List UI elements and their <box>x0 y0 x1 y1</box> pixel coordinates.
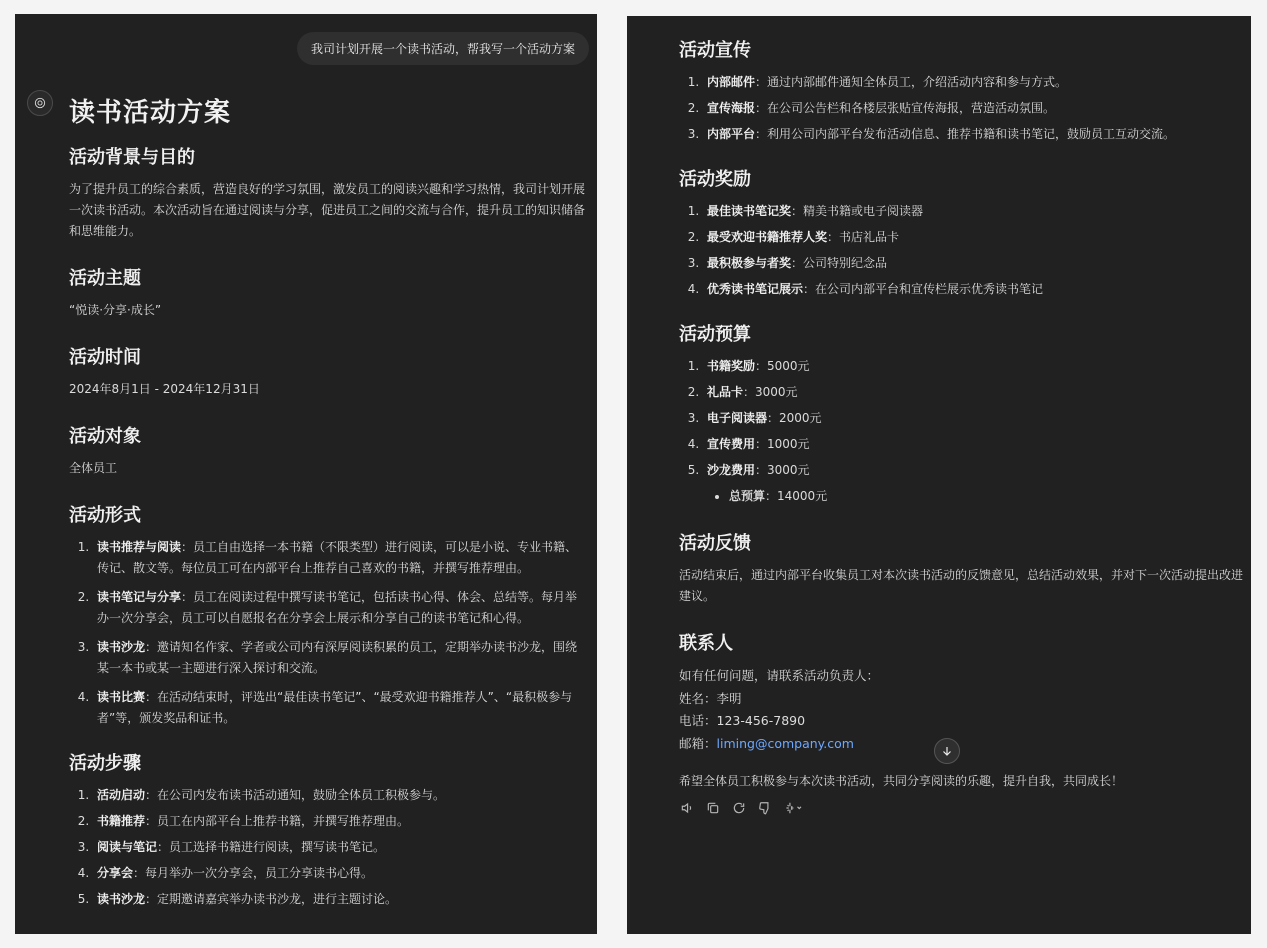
list-item-text: ：精美书籍或电子阅读器 <box>791 204 924 218</box>
list-item-label: 最佳读书笔记奖 <box>707 204 792 218</box>
list-item-text: ：定期邀请嘉宾举办读书沙龙，进行主题讨论。 <box>145 892 398 906</box>
section-heading-rewards: 活动奖励 <box>679 169 751 190</box>
contact-email-row <box>679 733 1243 756</box>
list-item-text: ：在公司公告栏和各楼层张贴宣传海报，营造活动氛围。 <box>755 101 1056 115</box>
list-item-label: 活动启动 <box>97 788 146 802</box>
list-item-label: 礼品卡 <box>707 385 744 399</box>
contact-phone: 电话：123-456-7890 <box>679 713 806 728</box>
list-item-label: 读书比赛 <box>97 690 146 704</box>
list-item <box>703 98 1243 119</box>
list-item-label: 最受欢迎书籍推荐人奖 <box>707 230 828 244</box>
list-item <box>703 279 1243 300</box>
list-item-label: 读书笔记与分享 <box>97 590 182 604</box>
contact-email-link[interactable]: liming@company.com <box>716 735 854 751</box>
list-item <box>93 537 585 579</box>
list-item-text: ：员工选择书籍进行阅读，撰写读书笔记。 <box>157 840 386 854</box>
list-item-label: 阅读与笔记 <box>97 840 158 854</box>
list-item <box>703 460 1243 481</box>
list-item-text: ：书店礼品卡 <box>827 230 900 244</box>
arrow-down-icon <box>941 745 953 757</box>
list-item-label: 读书推荐与阅读 <box>97 540 182 554</box>
budget-total-value: ：14000元 <box>765 489 828 503</box>
list-item-text: ：在公司内部平台和宣传栏展示优秀读书笔记 <box>803 282 1044 296</box>
list-item-label: 最积极参与者奖 <box>707 256 792 270</box>
section-heading-budget: 活动预算 <box>679 324 751 345</box>
contact-name: 姓名：李明 <box>679 690 742 706</box>
contact-intro: 如有任何问题，请联系活动负责人： <box>679 668 880 683</box>
list-item-text: ：员工在阅读过程中撰写读书笔记，包括读书心得、体会、总结等。每月举办一次分享会，员工可以自愿报名在分享会上展示和分享自己的读书笔记和心得。 <box>97 590 578 625</box>
list-item <box>703 253 1243 274</box>
list-item <box>703 356 1243 377</box>
regenerate-icon[interactable] <box>731 800 747 816</box>
chat-panel-right <box>627 16 1251 934</box>
budget-list <box>679 356 1243 481</box>
section-heading-forms: 活动形式 <box>69 505 141 526</box>
section-heading-time: 活动时间 <box>69 347 141 368</box>
section-heading-audience: 活动对象 <box>69 426 141 447</box>
chat-panel-left <box>15 14 597 934</box>
sparkle-icon[interactable] <box>783 800 805 816</box>
list-item-text: ：在公司内发布读书活动通知，鼓励全体员工积极参与。 <box>145 788 446 802</box>
list-item-text: ：1000元 <box>755 437 810 451</box>
list-item-text: ：公司特别纪念品 <box>791 256 888 270</box>
thumbs-down-icon[interactable] <box>757 800 773 816</box>
forms-list <box>69 537 585 729</box>
section-heading-feedback: 活动反馈 <box>679 533 751 554</box>
contact-email-label: 邮箱： <box>679 735 717 751</box>
list-item <box>703 124 1243 145</box>
budget-total-list <box>679 486 1243 507</box>
list-item <box>93 889 585 910</box>
list-item <box>703 382 1243 403</box>
scroll-down-button[interactable] <box>934 738 960 764</box>
section-heading-theme: 活动主题 <box>69 268 141 289</box>
list-item-text: ：5000元 <box>755 359 810 373</box>
user-message: 我司计划开展一个读书活动，帮我写一个活动方案 <box>297 32 589 65</box>
list-item <box>703 72 1243 93</box>
list-item <box>93 785 585 806</box>
contact-block <box>679 665 1243 755</box>
list-item <box>703 434 1243 455</box>
list-item-text: ：员工自由选择一本书籍（不限类型）进行阅读，可以是小说、专业书籍、传记、散文等。每位员工可在内部平台上推荐自己喜欢的书籍，并撰写推荐理由。 <box>97 540 578 575</box>
copy-icon[interactable] <box>705 800 721 816</box>
list-item-text: ：邀请知名作家、学者或公司内有深厚阅读积累的员工，定期举办读书沙龙，围绕某一本书或某一主题进行深入探讨和交流。 <box>97 640 578 675</box>
list-item-label: 读书沙龙 <box>97 892 146 906</box>
list-item <box>93 837 585 858</box>
list-item <box>703 227 1243 248</box>
budget-total-label: 总预算 <box>729 489 766 503</box>
promotion-list <box>679 72 1243 145</box>
list-item <box>93 637 585 679</box>
speaker-icon[interactable] <box>679 800 695 816</box>
section-heading-background: 活动背景与目的 <box>69 147 195 168</box>
list-item-text: ：3000元 <box>755 463 810 477</box>
assistant-avatar <box>27 90 53 116</box>
section-text-theme: “悦读·分享·成长” <box>69 303 162 317</box>
list-item-label: 内部邮件 <box>707 75 756 89</box>
section-heading-promotion: 活动宣传 <box>679 40 751 61</box>
section-heading-steps: 活动步骤 <box>69 753 141 774</box>
assistant-response-part2 <box>679 36 1243 816</box>
closing-text: 希望全体员工积极参与本次读书活动，共同分享阅读的乐趣，提升自我，共同成长！ <box>679 774 1124 788</box>
list-item-label: 分享会 <box>97 866 134 880</box>
section-text-feedback: 活动结束后，通过内部平台收集员工对本次读书活动的反馈意见，总结活动效果，并对下一次活动提出改进建议。 <box>679 568 1244 603</box>
page-title: 读书活动方案 <box>69 98 232 128</box>
section-text-time: 2024年8月1日 - 2024年12月31日 <box>69 382 260 396</box>
list-item-label: 优秀读书笔记展示 <box>707 282 804 296</box>
list-item <box>93 811 585 832</box>
message-action-bar <box>679 800 1243 816</box>
list-item-text: ：2000元 <box>767 411 822 425</box>
list-item <box>93 687 585 729</box>
list-item-label: 沙龙费用 <box>707 463 756 477</box>
list-item-label: 宣传海报 <box>707 101 756 115</box>
rewards-list <box>679 201 1243 300</box>
list-item <box>703 408 1243 429</box>
list-item-text: ：每月举办一次分享会，员工分享读书心得。 <box>133 866 374 880</box>
list-item-label: 书籍奖励 <box>707 359 756 373</box>
openai-logo-icon <box>33 96 47 110</box>
list-item-label: 宣传费用 <box>707 437 756 451</box>
list-item-text: ：3000元 <box>743 385 798 399</box>
list-item <box>93 863 585 884</box>
section-text-background: 为了提升员工的综合素质，营造良好的学习氛围，激发员工的阅读兴趣和学习热情，我司计划开展一次读书活动。本次活动旨在通过阅读与分享，促进员工之间的交流与合作，提升员工的知识储备和思维能力。 <box>69 182 586 238</box>
list-item-label: 书籍推荐 <box>97 814 146 828</box>
steps-list <box>69 785 585 910</box>
list-item-text: ：利用公司内部平台发布活动信息、推荐书籍和读书笔记，鼓励员工互动交流。 <box>755 127 1176 141</box>
list-item <box>703 201 1243 222</box>
list-item-label: 电子阅读器 <box>707 411 768 425</box>
list-item <box>729 486 1243 507</box>
list-item-label: 内部平台 <box>707 127 756 141</box>
list-item-label: 读书沙龙 <box>97 640 146 654</box>
list-item <box>93 587 585 629</box>
section-text-audience: 全体员工 <box>69 461 118 475</box>
list-item-text: ：在活动结束时，评选出“最佳读书笔记”、“最受欢迎书籍推荐人”、“最积极参与者”等，颁发奖品和证书。 <box>97 690 573 725</box>
list-item-text: ：员工在内部平台上推荐书籍，并撰写推荐理由。 <box>145 814 410 828</box>
list-item-text: ：通过内部邮件通知全体员工，介绍活动内容和参与方式。 <box>755 75 1068 89</box>
section-heading-contact: 联系人 <box>679 633 733 654</box>
assistant-response-part1 <box>69 92 585 930</box>
